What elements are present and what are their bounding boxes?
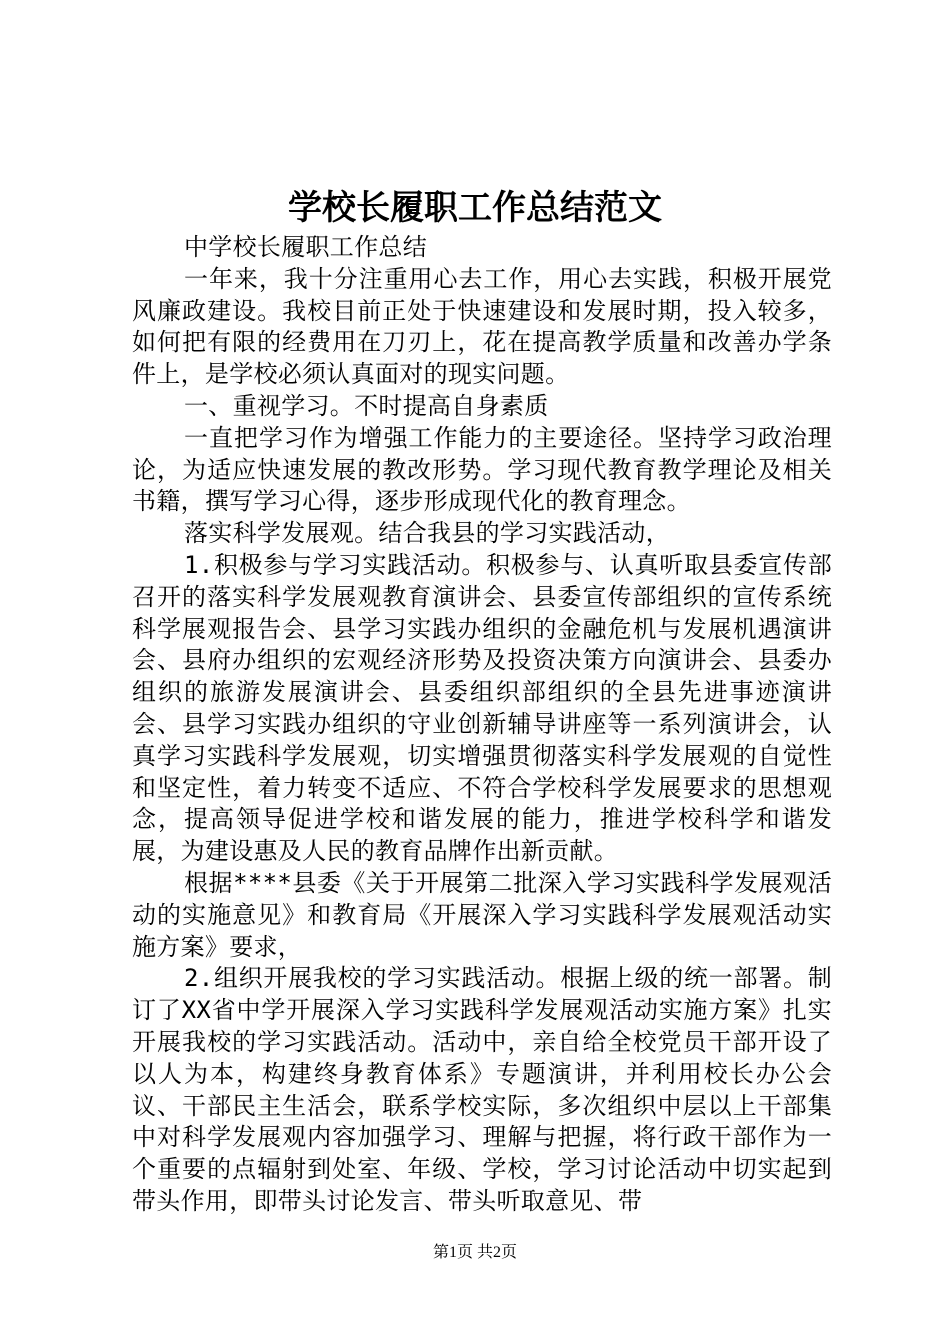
paragraph-item-1: 1.积极参与学习实践活动。积极参与、认真听取县委宣传部召开的落实科学发展观教育演讲会、县委宣传部组织的宣传系统科学展观报告会、县学习实践办组织的金融危机与发展机遇演讲会、县府办组织的宏观经济形势及投资决策方向演讲会、县委办组织的旅游发展演讲会、县委组织部组织的全县先进事迹演讲会、县学习实践办组织的守业创新辅导讲座等一系列演讲会，认真学习实践科学发展观，切实增强贯彻落实科学发展观的自觉性和坚定性，着力转变不适应、不符合学校科学发展要求的思想观念，提高领导促进学校和谐发展的能力，推进学校科学和谐发展，为建设惠及人民的教育品牌作出新贡献。 bbox=[132, 550, 832, 866]
paragraph-subtitle: 中学校长履职工作总结 bbox=[184, 233, 427, 261]
document-title: 学校长履职工作总结范文 bbox=[288, 188, 662, 228]
paragraph-study: 一直把学习作为增强工作能力的主要途径。坚持学习政治理论，为适应快速发展的教改形势。学习现代教育教学理论及相关书籍，撰写学习心得，逐步形成现代化的教育理念。 bbox=[132, 423, 832, 516]
document-body bbox=[132, 232, 832, 1218]
paragraph-item-2: 2.组织开展我校的学习实践活动。根据上级的统一部署。制订了XX省中学开展深入学习实践科学发展观活动实施方案》扎实开展我校的学习实践活动。活动中，亲自给全校党员干部开设了以人为本，构建终身教育体系》专题演讲，并利用校长办公会议、干部民主生活会，联系学校实际，多次组织中层以上干部集中对科学发展观内容加强学习、理解与把握，将行政干部作为一个重要的点辐射到处室、年级、学校，学习讨论活动中切实起到带头作用，即带头讨论发言、带头听取意见、带 bbox=[132, 964, 832, 1215]
page-number-footer: 第1页 共2页 bbox=[432, 1244, 517, 1261]
paragraph-intro: 一年来，我十分注重用心去工作，用心去实践，积极开展党风廉政建设。我校目前正处于快速建设和发展时期，投入较多，如何把有限的经费用在刀刃上，花在提高教学质量和改善办学条件上，是学校必须认真面对的现实问题。 bbox=[132, 264, 832, 389]
paragraph-science-outlook: 落实科学发展观。结合我县的学习实践活动， bbox=[184, 519, 670, 548]
paragraph-basis: 根据****县委《关于开展第二批深入学习实践科学发展观活动的实施意见》和教育局《开展深入学习实践科学发展观活动实施方案》要求， bbox=[132, 868, 832, 961]
section-heading-1: 一、重视学习。不时提高自身素质 bbox=[184, 391, 549, 420]
